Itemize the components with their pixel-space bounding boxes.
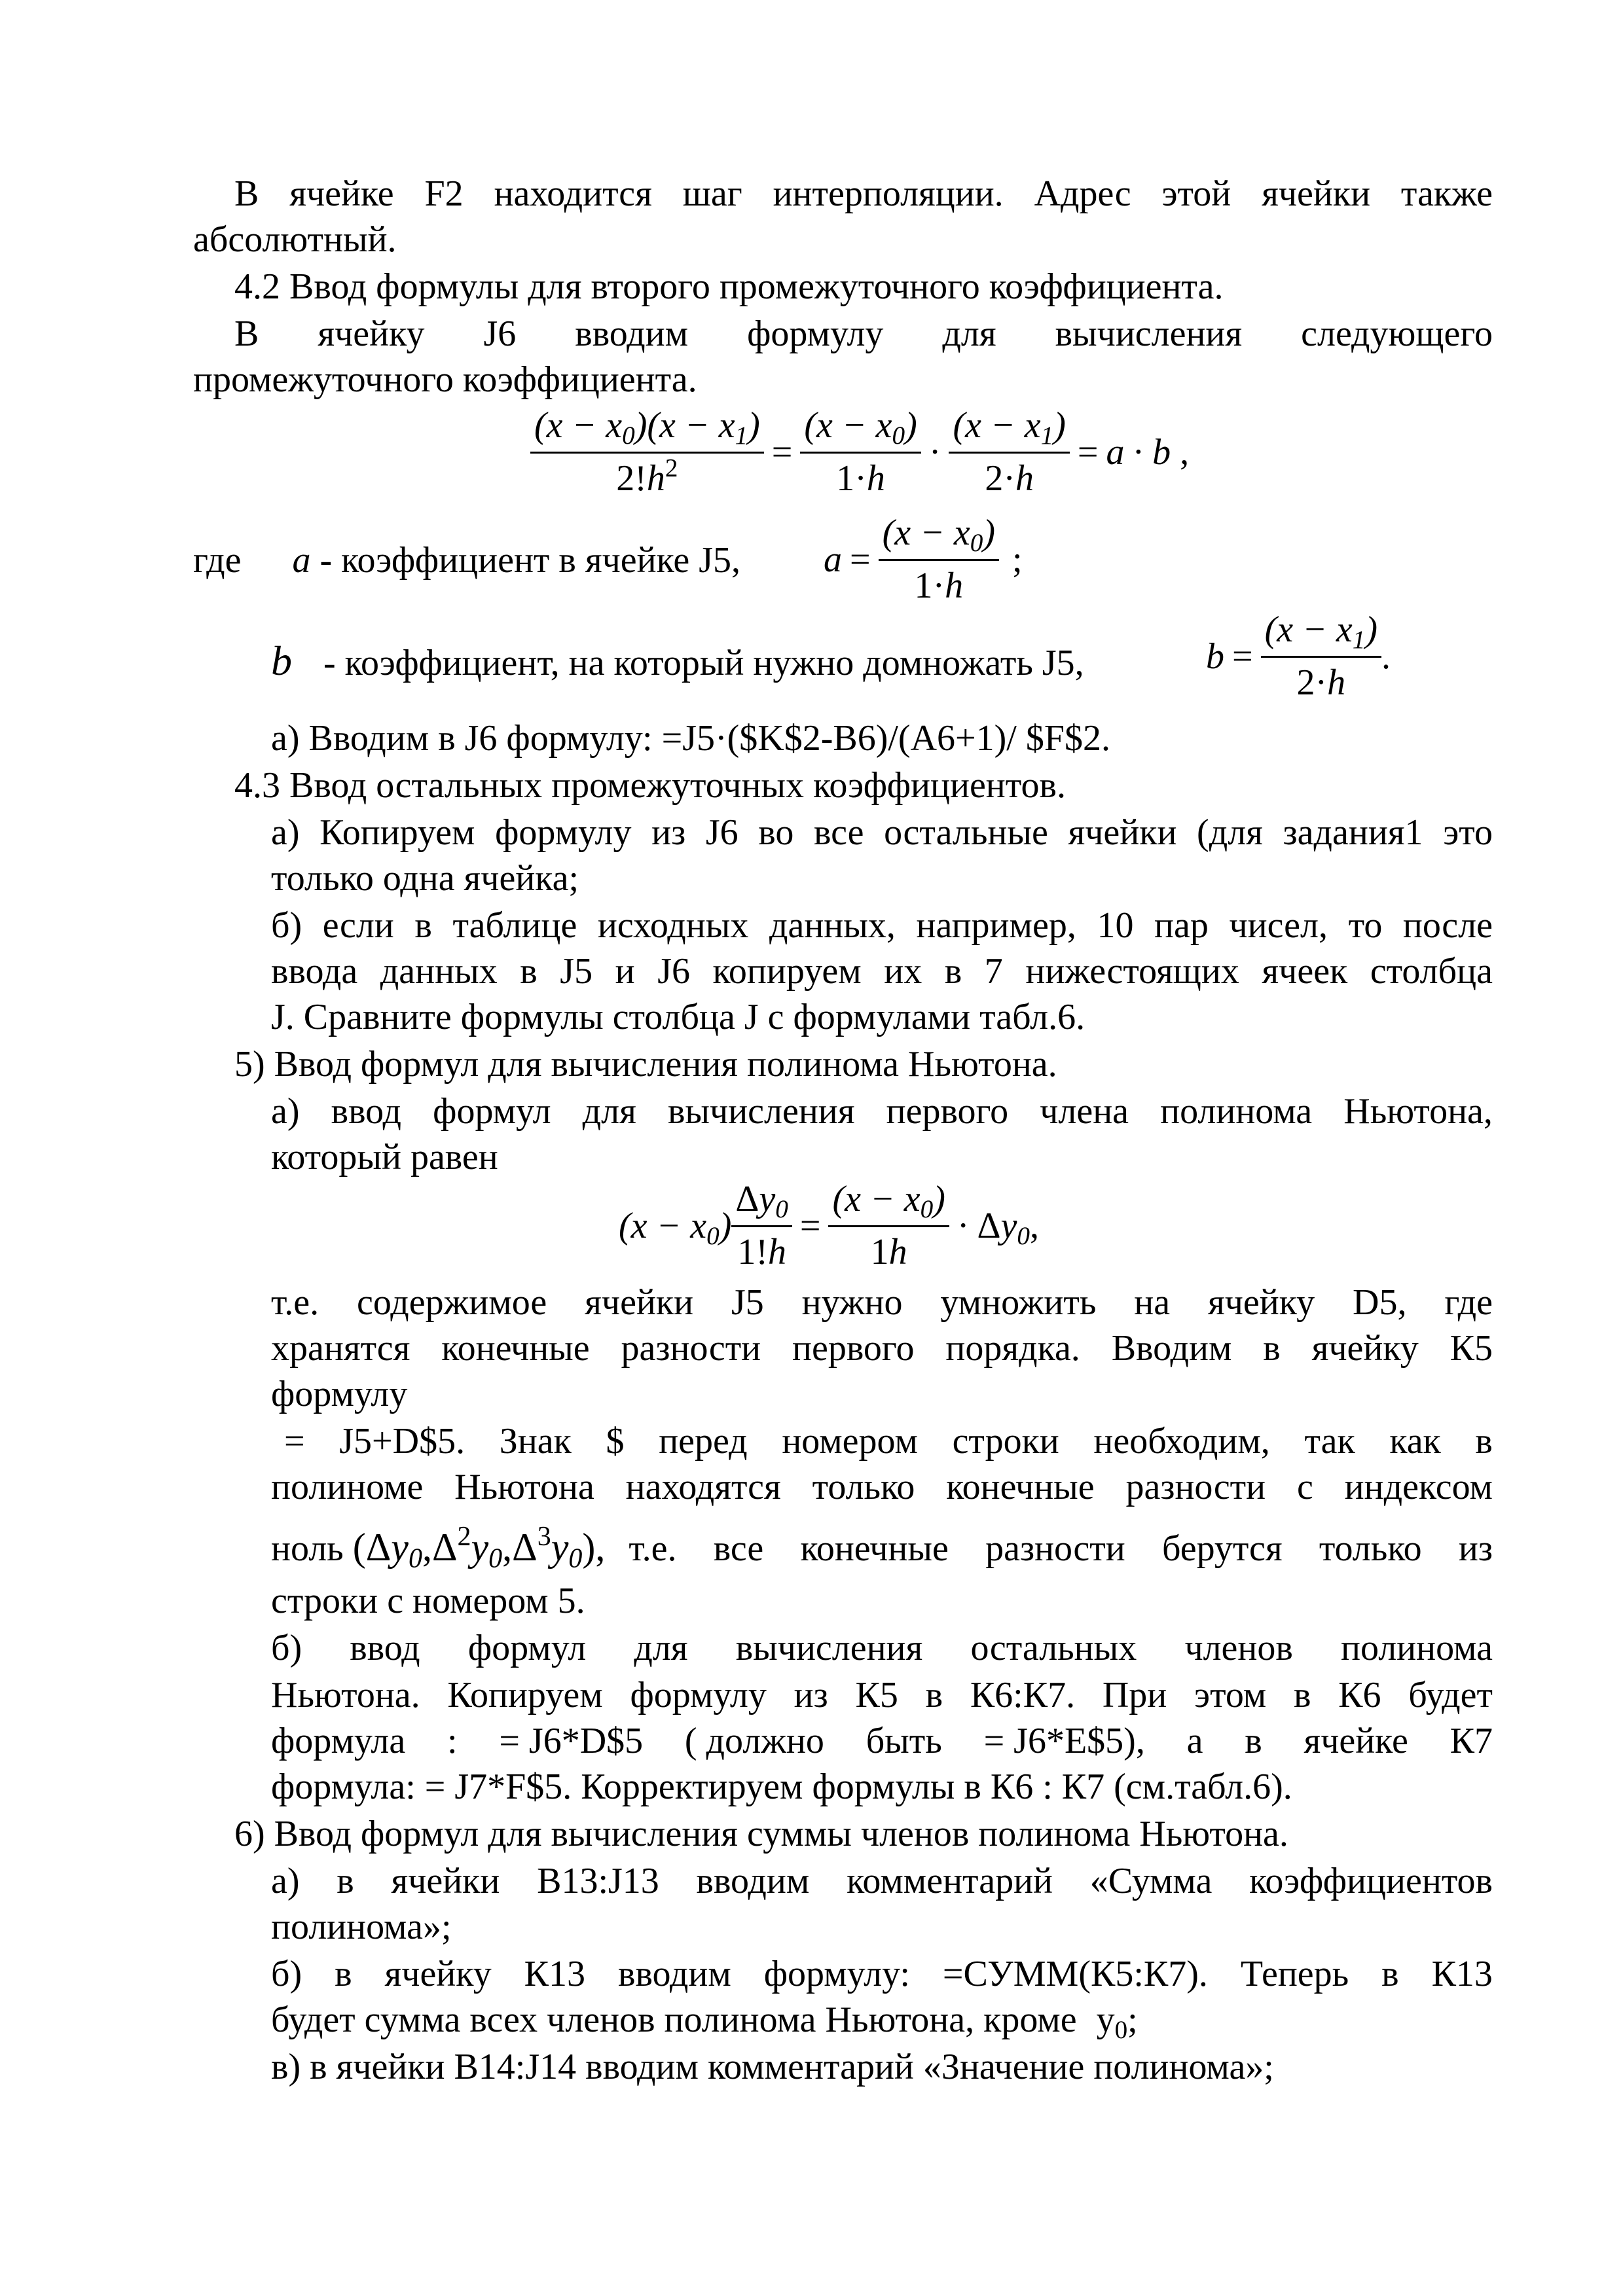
word: 7 xyxy=(984,951,1003,992)
word: К13 xyxy=(524,1954,586,1994)
word: ячейки xyxy=(585,1282,694,1323)
para1-line1 xyxy=(234,175,1493,212)
sec5-a-line2: который равен xyxy=(271,1137,498,1177)
b-description: - коэффициент, на который нужно домножать J5, xyxy=(323,643,1084,683)
word: в xyxy=(337,1861,354,1901)
word: вычисления xyxy=(735,1628,923,1668)
where-label: где xyxy=(193,540,242,581)
delta-list: $(\Delta y_0,\Delta^2y_0,\Delta^3y_0)$, xyxy=(352,1521,606,1574)
sec5-f-line1 xyxy=(284,1423,1493,1460)
word: конечные xyxy=(800,1528,949,1569)
word: из xyxy=(1458,1528,1493,1569)
word: членов xyxy=(1184,1628,1293,1668)
word: ячеек xyxy=(1262,951,1348,992)
b-line xyxy=(271,637,1084,684)
word: Теперь xyxy=(1240,1954,1349,1994)
word: в xyxy=(520,951,538,992)
y0-end: ; xyxy=(1127,2000,1138,2040)
sec6-a-line1 xyxy=(271,1863,1493,1899)
a-description: - коэффициент в ячейке J5, xyxy=(319,540,741,581)
sec42-line1 xyxy=(234,315,1493,352)
word: =СУММ(К5:К7). xyxy=(942,1954,1208,1994)
word: вводим xyxy=(618,1954,731,1994)
word: этой xyxy=(1161,173,1231,214)
word: находятся xyxy=(625,1467,781,1507)
word: первого xyxy=(886,1091,1009,1132)
word: где xyxy=(1444,1282,1493,1323)
word: содержимое xyxy=(357,1282,547,1323)
equation-a: a = $\frac{(x - x_0)}{1\cdot h}$ ; xyxy=(824,512,1023,606)
word: F2 xyxy=(424,173,464,214)
sec5-f-line3 xyxy=(271,1521,1493,1574)
sec5-b-line2 xyxy=(271,1677,1493,1713)
word: только xyxy=(812,1467,915,1507)
a-symbol: a xyxy=(292,540,311,581)
word: хранятся xyxy=(271,1328,410,1369)
sec5-te-line2 xyxy=(271,1330,1493,1367)
word: ячейки xyxy=(391,1861,500,1901)
word: в xyxy=(1293,1675,1311,1715)
word: после xyxy=(1402,905,1493,946)
word: формулу xyxy=(495,812,632,853)
word: К6:К7. xyxy=(970,1675,1076,1715)
word: то xyxy=(1348,905,1383,946)
word: J5 xyxy=(560,951,593,992)
word: К7 xyxy=(1450,1721,1493,1761)
word: остальных xyxy=(970,1628,1137,1668)
word: т.е. xyxy=(271,1282,319,1323)
word: Копируем xyxy=(319,812,475,853)
word: находится xyxy=(494,173,652,214)
word: исходных xyxy=(597,905,749,946)
word: J5+D$5. xyxy=(339,1421,465,1462)
word: в xyxy=(1381,1954,1399,1994)
word: В xyxy=(234,173,259,214)
word: в xyxy=(944,951,962,992)
word: Ньютона. xyxy=(271,1675,420,1715)
sec43-heading: 4.3 Ввод остальных промежуточных коэффициентов. xyxy=(234,765,1066,806)
y0-subscript: 0 xyxy=(1114,2015,1128,2044)
word: на xyxy=(1134,1282,1171,1323)
word: формулу xyxy=(630,1675,767,1715)
equation-ab: $\frac{(x - x_0)(x - x_1)}{2!h^2}$ = $\frac{(x - x_0)}{1\cdot h}$ · $\frac{(x - x_1)}{2\cdot h}$ = a · b , xyxy=(530,404,1189,499)
word: столбца xyxy=(1370,951,1493,992)
frac-b: $\frac{(x - x_1)}{2\cdot h}$ xyxy=(949,404,1069,499)
word: б) xyxy=(271,1628,302,1668)
word: разности xyxy=(1125,1467,1266,1507)
word: чисел, xyxy=(1229,905,1328,946)
sec6-c-line1: в) в ячейки В14:J14 вводим комментарий «Значение полинома»; xyxy=(271,2047,1274,2087)
word: В13:J13 xyxy=(537,1861,659,1901)
sec5-f-line4: строки с номером 5. xyxy=(271,1581,585,1621)
word: члена xyxy=(1040,1091,1129,1132)
word: б) xyxy=(271,905,302,946)
frac-a: $\frac{(x - x_0)}{1\cdot h}$ xyxy=(800,404,921,499)
word: J5 xyxy=(731,1282,764,1323)
word: формул xyxy=(433,1091,551,1132)
word: для xyxy=(634,1628,688,1668)
word: а) xyxy=(271,1091,300,1132)
word: ввода xyxy=(271,951,358,992)
word: = J6*E$5), xyxy=(983,1721,1145,1761)
word: первого xyxy=(792,1328,915,1369)
word: Знак xyxy=(499,1421,572,1462)
sec42-line2: промежуточного коэффициента. xyxy=(193,359,697,400)
word: перед xyxy=(659,1421,748,1462)
word: формулу xyxy=(747,314,884,354)
word: ячейки xyxy=(1068,812,1177,853)
word: К6 xyxy=(1338,1675,1381,1715)
word: в xyxy=(925,1675,943,1715)
where-a-line xyxy=(193,542,740,579)
sec43-b-line3: J. Сравните формулы столбца J с формулами табл.6. xyxy=(271,997,1085,1037)
word: полиноме xyxy=(271,1467,424,1507)
word: вводим xyxy=(696,1861,810,1901)
word: порядка. xyxy=(945,1328,1080,1369)
word: в xyxy=(1245,1721,1262,1761)
word: интерполяции. xyxy=(773,173,1004,214)
word: В xyxy=(234,314,259,354)
word: вводим xyxy=(575,314,689,354)
word: ячейке xyxy=(1304,1721,1408,1761)
equation-b: b = $\frac{(x - x_1)}{2\cdot h}$ . xyxy=(1206,609,1391,703)
word: ячейку xyxy=(384,1954,492,1994)
word: необходим, xyxy=(1093,1421,1270,1462)
sec6-heading: 6) Ввод формул для вычисления суммы членов полинома Ньютона. xyxy=(234,1814,1288,1854)
word: в xyxy=(335,1954,352,1994)
word: разности xyxy=(621,1328,761,1369)
word: номером xyxy=(782,1421,918,1462)
word: D5, xyxy=(1353,1282,1407,1323)
sec5-te-line3: формулу xyxy=(271,1374,408,1414)
word: ввод xyxy=(331,1091,402,1132)
word: так xyxy=(1304,1421,1355,1462)
word: только xyxy=(1319,1528,1422,1569)
word: ячейку xyxy=(318,314,425,354)
sec5-b-line4: формула: = J7*F$5. Корректируем формулы в К6 : К7 (см.табл.6). xyxy=(271,1767,1292,1807)
sec6-b-line2 xyxy=(271,2000,1138,2044)
word: следующего xyxy=(1301,314,1493,354)
word: ячейки xyxy=(1262,173,1371,214)
y0-symbol: y xyxy=(1096,2000,1115,2040)
word: комментарий xyxy=(847,1861,1053,1901)
word: J6 xyxy=(705,812,739,853)
word: ячейку xyxy=(1311,1328,1419,1369)
sec6-b-line2-text: будет сумма всех членов полинома Ньютона, кроме xyxy=(271,2000,1077,2040)
word: формул xyxy=(467,1628,587,1668)
sec5-b-line1 xyxy=(271,1630,1493,1666)
word: формула xyxy=(271,1721,406,1761)
word: все xyxy=(814,812,864,853)
word: берутся xyxy=(1161,1528,1283,1569)
word: из xyxy=(651,812,686,853)
f-line3-tail xyxy=(629,1530,1493,1567)
sec43-b-line2 xyxy=(271,953,1493,990)
word: из xyxy=(793,1675,828,1715)
word: а xyxy=(1186,1721,1203,1761)
frac-lhs: $\frac{(x - x_0)(x - x_1)}{2!h^2}$ xyxy=(530,404,764,499)
word: вычисления xyxy=(667,1091,855,1132)
word: в xyxy=(1475,1421,1493,1462)
word: если xyxy=(322,905,394,946)
sec5-te-line1 xyxy=(271,1284,1493,1321)
word: коэффициентов xyxy=(1249,1861,1493,1901)
word: Ньютона, xyxy=(1343,1091,1493,1132)
sec43-a-line2: только одна ячейка; xyxy=(271,858,579,899)
word: J6 xyxy=(483,314,517,354)
word: будет xyxy=(1408,1675,1493,1715)
word: б) xyxy=(271,1954,302,1994)
word: ячейку xyxy=(1207,1282,1315,1323)
word: это xyxy=(1443,812,1493,853)
sec43-b-line1 xyxy=(271,907,1493,944)
word: При xyxy=(1102,1675,1167,1715)
word: а) xyxy=(271,812,300,853)
word: конечные xyxy=(946,1467,1095,1507)
word: 10 xyxy=(1097,905,1134,946)
word: для xyxy=(942,314,996,354)
word: их xyxy=(884,951,922,992)
word: К13 xyxy=(1431,1954,1493,1994)
sec43-a-line1 xyxy=(271,814,1493,851)
zero-word: ноль xyxy=(271,1528,344,1569)
word: К5 xyxy=(855,1675,898,1715)
word: т.е. xyxy=(629,1528,677,1569)
sec6-a-line2: полинома»; xyxy=(271,1907,452,1947)
word: К5 xyxy=(1450,1328,1493,1369)
word: с xyxy=(1296,1467,1313,1507)
word: как xyxy=(1389,1421,1441,1462)
word: Копируем xyxy=(447,1675,603,1715)
word: ячейке xyxy=(289,173,394,214)
word: ввод xyxy=(350,1628,420,1668)
word: таблице xyxy=(452,905,577,946)
word: шаг xyxy=(682,173,742,214)
word: Адрес xyxy=(1034,173,1131,214)
word: для xyxy=(582,1091,636,1132)
word: этом xyxy=(1194,1675,1267,1715)
word: индексом xyxy=(1344,1467,1493,1507)
word: и xyxy=(615,951,635,992)
word: Ньютона xyxy=(454,1467,594,1507)
sec5-heading: 5) Ввод формул для вычисления полинома Ньютона. xyxy=(234,1044,1057,1085)
sec6-b-line1 xyxy=(271,1956,1493,1992)
word: во xyxy=(758,812,794,853)
sec5-b-line3 xyxy=(271,1723,1493,1759)
word: данных, xyxy=(769,905,896,946)
word: быть xyxy=(866,1721,942,1761)
word: в xyxy=(1263,1328,1281,1369)
sec5-a-line1 xyxy=(271,1093,1493,1130)
word: также xyxy=(1400,173,1493,214)
word: нужно xyxy=(801,1282,903,1323)
sec5-f-line2 xyxy=(271,1469,1493,1505)
word: (для xyxy=(1197,812,1263,853)
word: пар xyxy=(1154,905,1209,946)
word: = xyxy=(284,1421,305,1462)
sec42-heading: 4.2 Ввод формулы для второго промежуточного коэффициента. xyxy=(234,266,1224,307)
word: полинома xyxy=(1340,1628,1493,1668)
word: полинома xyxy=(1160,1091,1313,1132)
word: данных xyxy=(380,951,498,992)
word: все xyxy=(713,1528,764,1569)
word: : xyxy=(447,1721,458,1761)
word: остальные xyxy=(884,812,1048,853)
word: умножить xyxy=(940,1282,1097,1323)
word: вычисления xyxy=(1055,314,1243,354)
b-symbol: b xyxy=(271,637,292,684)
word: Вводим xyxy=(1111,1328,1232,1369)
para1-line2: абсолютный. xyxy=(193,219,397,260)
equation-first-term: $(x - x_0)$ $\frac{\Delta y_0}{1!h}$ = $\frac{(x - x_0)}{1h}$ · $\Delta y_0$ , xyxy=(619,1179,1039,1272)
word: $ xyxy=(606,1421,625,1462)
word: «Сумма xyxy=(1089,1861,1213,1901)
word: разности xyxy=(985,1528,1125,1569)
word: например, xyxy=(916,905,1076,946)
word: задания1 xyxy=(1283,812,1423,853)
word: строки xyxy=(952,1421,1059,1462)
word: а) xyxy=(271,1861,300,1901)
word: конечные xyxy=(441,1328,590,1369)
word: нижестоящих xyxy=(1025,951,1239,992)
word: J6 xyxy=(657,951,690,992)
sec42-step-a: а) Вводим в J6 формулу: =J5·($K$2-B6)/(A6+1)/ $F$2. xyxy=(271,718,1110,759)
word: ( должно xyxy=(684,1721,824,1761)
word: копируем xyxy=(712,951,862,992)
word: формулу: xyxy=(763,1954,910,1994)
word: в xyxy=(414,905,432,946)
word: = J6*D$5 xyxy=(499,1721,644,1761)
